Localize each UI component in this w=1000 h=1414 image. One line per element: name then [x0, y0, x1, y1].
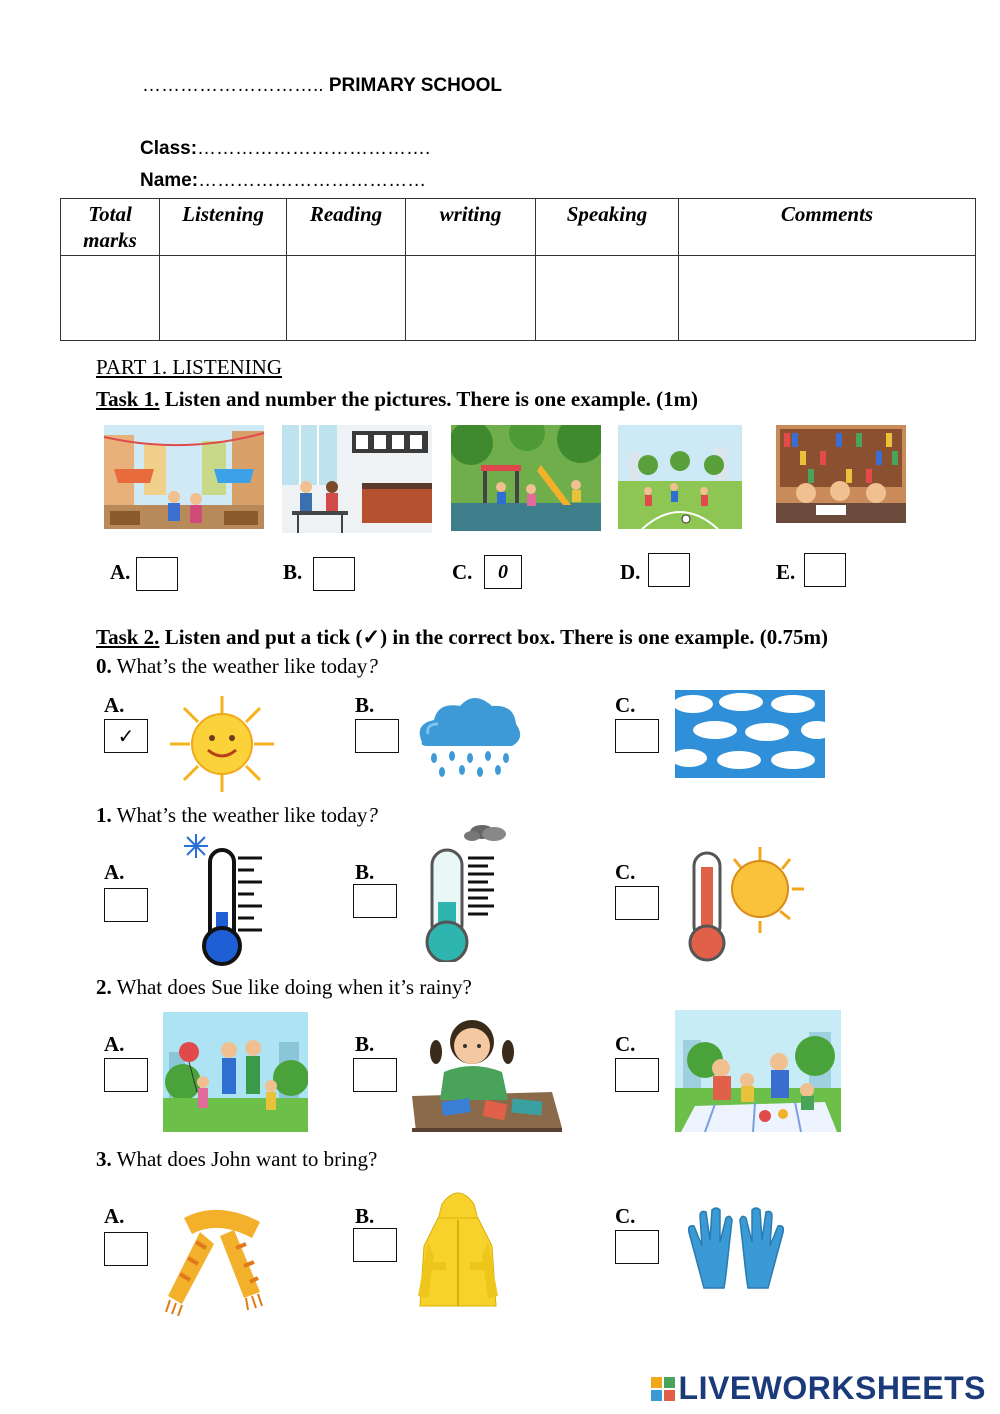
task1-answer-a[interactable] [136, 557, 178, 591]
cold-thermometer-icon [176, 832, 268, 966]
part1-title: PART 1. LISTENING [96, 355, 283, 379]
question-1-number: 1. [96, 803, 112, 827]
question-2-number: 2. [96, 975, 112, 999]
task1-option-d-label: D. [620, 560, 641, 584]
header-total-marks: Total marks [61, 199, 160, 256]
question-3 [96, 1147, 377, 1172]
task1-answer-c: 0 [484, 555, 522, 589]
question-1 [96, 803, 378, 828]
task1-heading [96, 387, 698, 412]
q1-option-a-label: A. [104, 860, 125, 884]
q2-answer-c[interactable] [615, 1058, 659, 1092]
task1-option-e-label: E. [776, 560, 796, 584]
marks-entry-row [61, 256, 976, 341]
task2-instruction: Listen and put a tick (✓) in the correct box. There is one example. (0.75m) [159, 625, 828, 649]
q2-option-c-label: C. [615, 1032, 636, 1056]
class-field[interactable]: ………………………………. [197, 138, 431, 159]
q2-answer-b[interactable] [353, 1058, 397, 1092]
class-line [140, 138, 430, 160]
raincoat-icon [418, 1186, 498, 1310]
q0-option-b-label: B. [355, 693, 375, 717]
task1-answer-e[interactable] [804, 553, 846, 587]
name-line [140, 170, 426, 192]
liveworksheets-logo-icon [651, 1377, 675, 1401]
cafe-picture [282, 425, 432, 533]
library-picture [776, 425, 906, 523]
q0-option-a-label: A. [104, 693, 125, 717]
name-label: Name: [140, 170, 199, 191]
q1-answer-a[interactable] [104, 888, 148, 922]
q0-answer-c[interactable] [615, 719, 659, 753]
task1-option-b-label: B. [283, 560, 303, 584]
header-writing: writing [406, 199, 536, 256]
q1-option-c-label: C. [615, 860, 636, 884]
task1-option-a-label: A. [110, 560, 131, 584]
question-0 [96, 654, 378, 679]
q3-answer-c[interactable] [615, 1230, 659, 1264]
question-0-end: ? [367, 654, 378, 678]
q2-answer-a[interactable] [104, 1058, 148, 1092]
sun-icon [166, 694, 278, 794]
question-0-text: What’s the weather like today [116, 654, 368, 678]
q2-option-b-label: B. [355, 1032, 375, 1056]
comments-cell[interactable] [679, 256, 976, 341]
school-label: PRIMARY SCHOOL [328, 75, 502, 96]
market-picture [104, 425, 264, 529]
header-speaking: Speaking [536, 199, 679, 256]
hot-thermometer-icon [680, 845, 808, 963]
question-1-end: ? [367, 803, 378, 827]
q3-option-a-label: A. [104, 1204, 125, 1228]
task1-instruction: Listen and number the pictures. There is one example. (1m) [159, 387, 699, 411]
gloves-icon [684, 1206, 788, 1290]
header-listening: Listening [160, 199, 287, 256]
task1-answer-d[interactable] [648, 553, 690, 587]
task1-option-c-label: C. [452, 560, 473, 584]
question-2-text: What does Sue like doing when it’s rainy? [116, 975, 472, 999]
question-0-number: 0. [96, 654, 112, 678]
q1-option-b-label: B. [355, 860, 375, 884]
header-reading: Reading [287, 199, 406, 256]
speaking-cell[interactable] [536, 256, 679, 341]
cool-thermometer-icon [418, 822, 512, 962]
question-3-number: 3. [96, 1147, 112, 1171]
q0-answer-a: ✓ [104, 719, 148, 753]
task2-label: Task 2. [96, 625, 160, 649]
clouds-sky-icon [675, 690, 825, 778]
q3-option-c-label: C. [615, 1204, 636, 1228]
q3-answer-a[interactable] [104, 1232, 148, 1266]
writing-cell[interactable] [406, 256, 536, 341]
listening-cell[interactable] [160, 256, 287, 341]
task1-answer-b[interactable] [313, 557, 355, 591]
football-field-picture [618, 425, 742, 529]
total-marks-cell[interactable] [61, 256, 160, 341]
question-3-text: What does John want to bring? [116, 1147, 378, 1171]
header-comments: Comments [679, 199, 976, 256]
family-walk-picture [163, 1012, 308, 1132]
question-1-text: What’s the weather like today [116, 803, 368, 827]
scarf-icon [164, 1204, 272, 1316]
q1-answer-c[interactable] [615, 886, 659, 920]
q1-answer-b[interactable] [353, 884, 397, 918]
liveworksheets-watermark [651, 1370, 986, 1407]
playground-picture [451, 425, 601, 531]
picnic-picture [675, 1010, 841, 1132]
marks-table [60, 198, 976, 341]
school-line [142, 75, 502, 97]
name-field[interactable]: ……………………………… [198, 170, 427, 191]
watermark-text: LIVEWORKSHEETS [678, 1370, 986, 1406]
school-dots: ……………………….. [142, 75, 324, 96]
marks-header-row [61, 199, 976, 256]
reading-cell[interactable] [287, 256, 406, 341]
question-2 [96, 975, 472, 1000]
q0-option-c-label: C. [615, 693, 636, 717]
rain-cloud-icon [412, 694, 526, 778]
task2-heading [96, 625, 828, 650]
q2-option-a-label: A. [104, 1032, 125, 1056]
q3-option-b-label: B. [355, 1204, 375, 1228]
class-label: Class: [140, 138, 198, 159]
q0-answer-b[interactable] [355, 719, 399, 753]
task1-label: Task 1. [96, 387, 160, 411]
girl-crafts-picture [412, 1016, 562, 1132]
q3-answer-b[interactable] [353, 1228, 397, 1262]
